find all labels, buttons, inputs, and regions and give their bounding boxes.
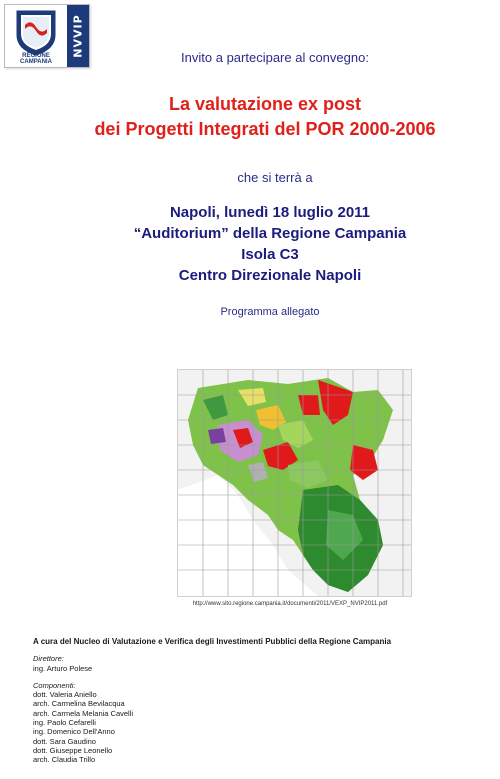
campania-map-image [178, 370, 411, 596]
member-item: ing. Domenico Dell'Anno [33, 727, 115, 737]
member-item: arch. Carmela Melania Cavelli [33, 708, 134, 718]
event-title-line-1: La valutazione ex post [168, 94, 362, 114]
event-title [30, 92, 500, 142]
program-attached-text: Programma allegato [220, 306, 320, 318]
credits-heading: A cura del Nucleo di Valutazione e Verifica degli Investimenti Pubblici della Regione Campania [33, 637, 392, 646]
nvvip-label: NVVIP [71, 14, 85, 58]
member-item: ing. Paolo Cefarelli [33, 718, 96, 728]
held-at-text: che si terrà a [237, 170, 313, 185]
member-item: dott. Giuseppe Leonello [33, 745, 113, 755]
member-item: arch. Claudia Trillo [33, 755, 96, 765]
member-item: arch. Carmelina Bevilacqua [33, 699, 125, 709]
members-label: Componenti: [33, 680, 76, 690]
venue-name: “Auditorium” della Regione Campania [133, 225, 407, 242]
director-label: Direttore: [33, 654, 64, 664]
member-item: dott. Valeria Aniello [33, 690, 97, 700]
campania-map [177, 369, 412, 597]
map-source-url[interactable]: http://www.sito.regione.campania.it/documenti/2011/VEXP_NVIP2011.pdf [192, 601, 388, 607]
venue-building: Isola C3 [241, 246, 299, 263]
logo-caption: REGIONE CAMPANIA [20, 53, 52, 65]
director-name: ing. Arturo Polese [33, 663, 93, 673]
event-date: Napoli, lunedì 18 luglio 2011 [169, 204, 371, 221]
invite-text: Invito a partecipare al convegno: [181, 50, 369, 65]
member-item: dott. Sara Gaudino [33, 736, 96, 746]
venue-block [40, 202, 500, 286]
event-title-line-2: dei Progetti Integrati del POR 2000-2006 [94, 119, 436, 139]
venue-district: Centro Direzionale Napoli [178, 267, 362, 284]
credits-block [33, 637, 391, 765]
